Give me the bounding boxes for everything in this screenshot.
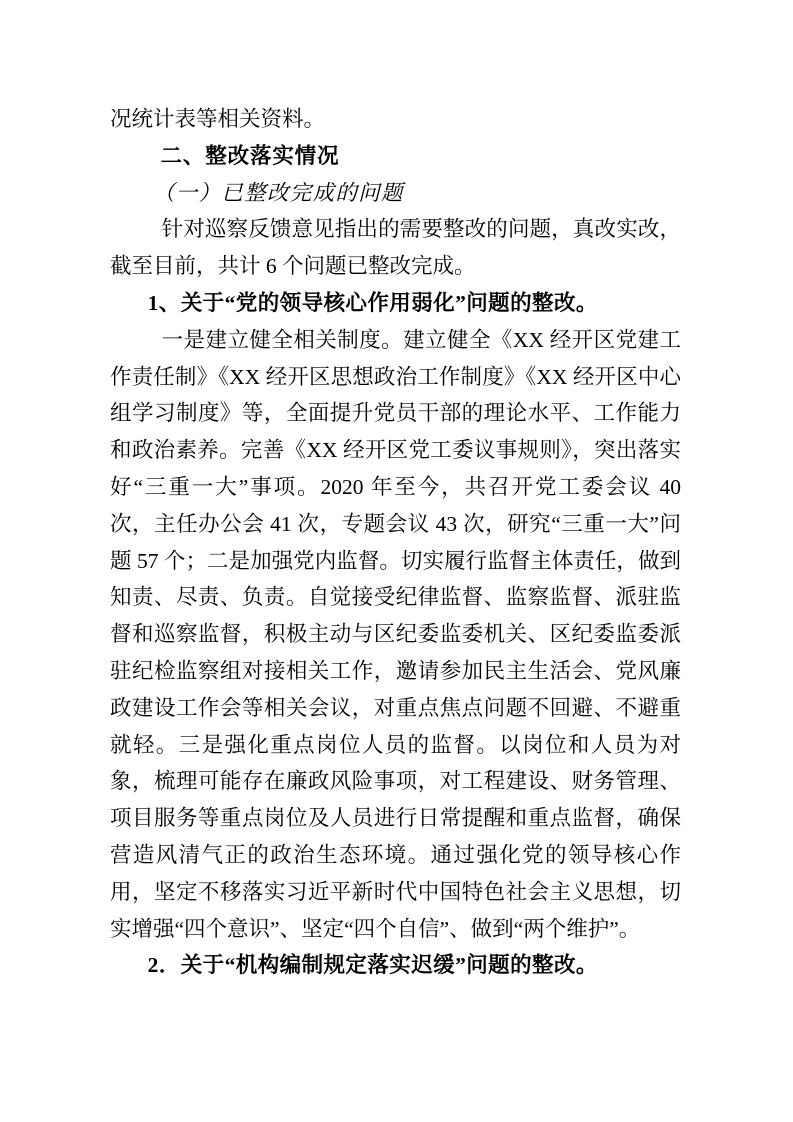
subsection-heading-completed-issues: （一）已整改完成的问题: [153, 180, 404, 205]
item-1-heading: 1、关于“党的领导核心作用弱化”问题的整改。: [147, 290, 598, 315]
item-2-heading: 2．关于“机构编制规定落实迟缓”问题的整改。: [147, 953, 598, 978]
intro-paragraph: 针对巡察反馈意见指出的需要整改的问题，真改实改，截至目前，共计 6 个问题已整改完成。: [110, 217, 681, 279]
section-heading-rectification-status: 二、整改落实情况: [160, 143, 340, 168]
item-1-paragraph: 一是建立健全相关制度。建立健全《XX 经开区党建工作责任制》《XX 经开区思想政治工作制度》《XX 经开区中心组学习制度》等，全面提升党员干部的理论水平、工作能力和政治素养。完善《XX 经开区党工委议事规则》，突出落实好“三重一大”事项。2020 年至今，共召开党工委会议 40 次，主任办公会 41 次，专题会议 43 次，研究“三重一大”问题 57 个；二是加强党内监督。切实履行监督主体责任，做到知责、尽责、负责。自觉接受纪律监督、监察监督、派驻监督和巡察监督，积极主动与区纪委监委机关、区纪委监委派驻纪检监察组对接相关工作，邀请参加民主生活会、党风廉政建设工作会等相关会议，对重点焦点问题不回避、不避重就轻。三是强化重点岗位人员的监督。以岗位和人员为对象，梳理可能存在廉政风险事项，对工程建设、财务管理、项目服务等重点岗位及人员进行日常提醒和重点监督，确保营造风清气正的政治生态环境。通过强化党的领导核心作用，坚定不移落实习近平新时代中国特色社会主义思想，切实增强“四个意识”、坚定“四个自信”、做到“两个维护”。: [110, 327, 681, 941]
paragraph-continuation: 况统计表等相关资料。: [110, 107, 326, 131]
